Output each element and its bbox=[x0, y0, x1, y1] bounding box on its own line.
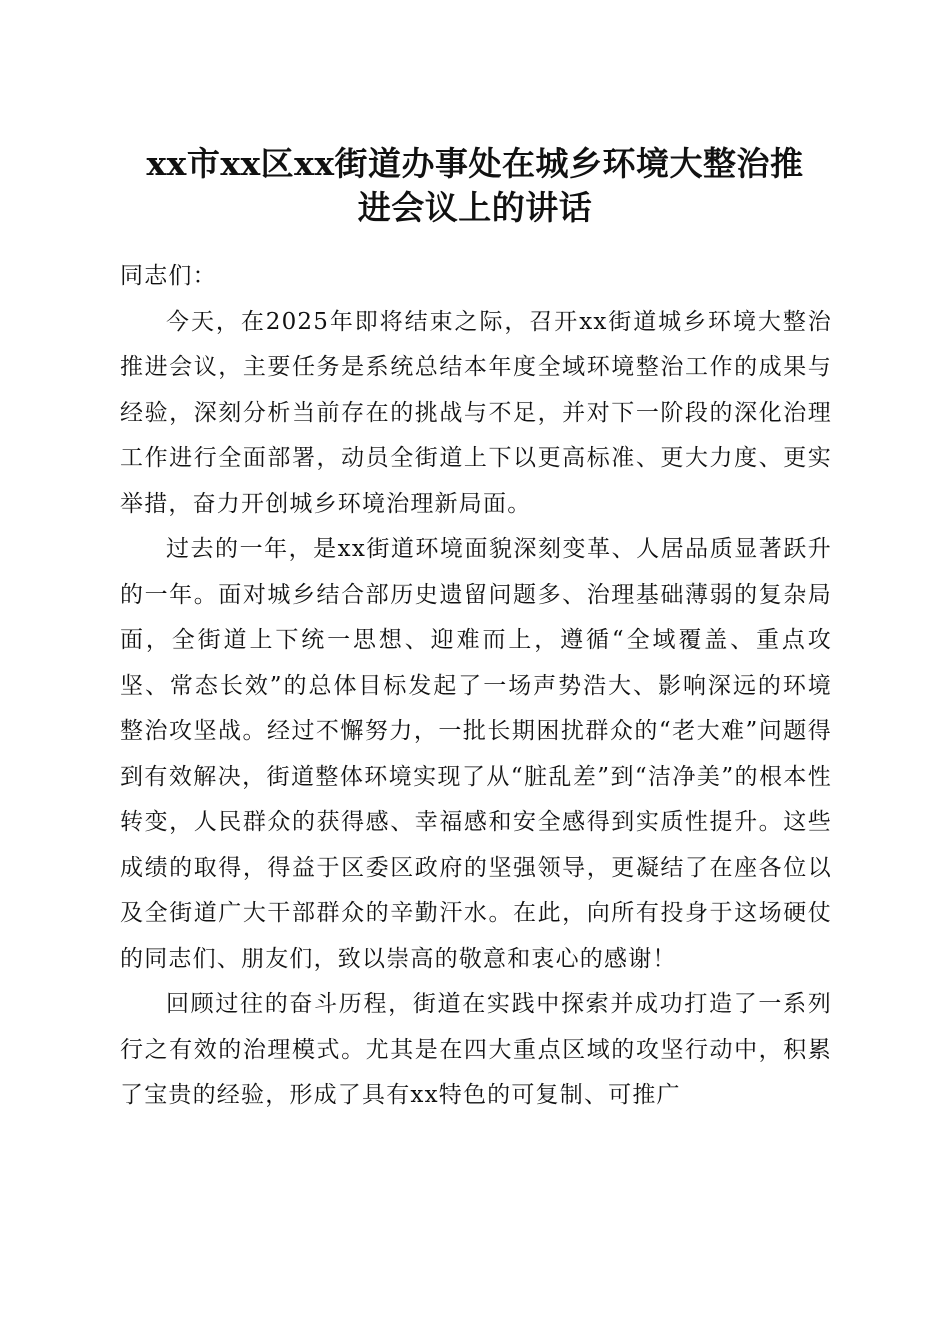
paragraph-1: 今天，在2025年即将结束之际，召开xx街道城乡环境大整治推进会议，主要任务是系统总结本年度全域环境整治工作的成果与经验，深刻分析当前存在的挑战与不足，并对下一阶段的深化治理工作进行全面部署，动员全街道上下以更高标准、更大力度、更实举措，奋力开创城乡环境治理新局面。 bbox=[120, 308, 832, 517]
paragraph-3: 回顾过往的奋斗历程，街道在实践中探索并成功打造了一系列行之有效的治理模式。尤其是在四大重点区域的攻坚行动中，积累了宝贵的经验，形成了具有xx特色的可复制、可推广 bbox=[120, 991, 832, 1108]
salutation: 同志们： bbox=[120, 263, 217, 289]
title-line-2: 进会议上的讲话 bbox=[357, 188, 593, 227]
document-title bbox=[110, 142, 840, 230]
title-line-1: xx市xx区xx街道办事处在城乡环境大整治推 bbox=[146, 144, 804, 183]
paragraph-2: 过去的一年，是xx街道环境面貌深刻变革、人居品质显著跃升的一年。面对城乡结合部历史遗留问题多、治理基础薄弱的复杂局面，全街道上下统一思想、迎难而上，遵循“全域覆盖、重点攻坚、常态长效”的总体目标发起了一场声势浩大、影响深远的环境整治攻坚战。经过不懈努力，一批长期困扰群众的“老大难”问题得到有效解决，街道整体环境实现了从“脏乱差”到“洁净美”的根本性转变，人民群众的获得感、幸福感和安全感得到实质性提升。这些成绩的取得，得益于区委区政府的坚强领导，更凝结了在座各位以及全街道广大干部群众的辛勤汗水。在此，向所有投身于这场硬仗的同志们、朋友们，致以崇高的敬意和衷心的感谢！ bbox=[120, 536, 832, 972]
document-body bbox=[120, 252, 832, 1119]
